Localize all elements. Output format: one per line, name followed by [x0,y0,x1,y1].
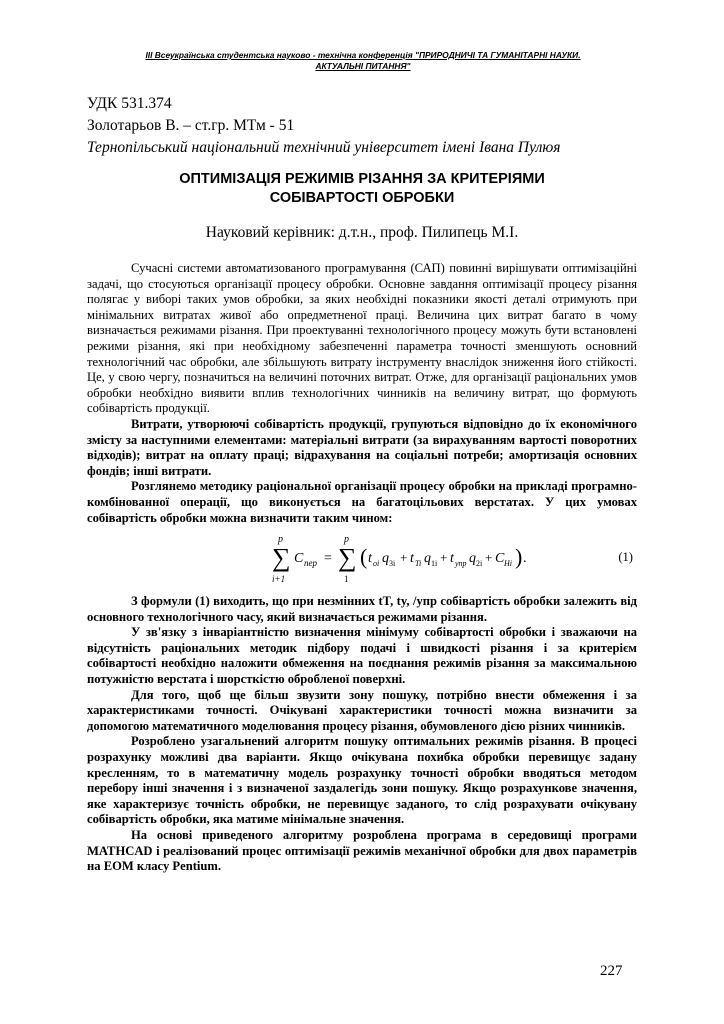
term1-t: t [368,551,372,567]
sum-top-right: p [344,534,349,546]
page-number: 227 [600,963,623,979]
paper-title-line2: СОБІВАРТОСТІ ОБРОБКИ [269,190,455,206]
sum-bottom-left: i+1 [272,574,286,585]
paragraph-accuracy: Для того, щоб ще більш звузити зону пошуку, потрібно внести обмеження і за характеристиками точності. Очікувані характеристики точності можна визначити за допомогою математичного моделювання процесу різання, обумовленого дією різних чинників. [87,687,637,733]
paren-open: ( [360,544,368,570]
formula-period: . [523,551,527,567]
equals-sign: = [324,551,332,567]
paper-title [87,170,637,208]
formula-1 [87,530,637,588]
sigma-left: ∑ [272,543,291,573]
term3-q-sub: 2i [476,559,483,569]
conference-header-line1: III Всеукраїнська студентська науково - технічна конференція "ПРИРОДНИЧІ ТА ГУМАНІТАРНІ НАУКИ. [145,50,581,60]
term1-q: q [382,551,389,567]
university-line: Тернопільський національний технічний університет імені Івана Пулюя [87,139,561,156]
sigma-right: ∑ [338,543,357,573]
term2-q-sub: 1i [431,559,438,569]
supervisor-line: Науковий керівник: д.т.н., проф. Пилипець М.І. [205,224,519,241]
lhs-sub: пер [304,558,317,569]
author-line: Золотарьов В. – ст.гр. МТм - 51 [87,117,295,134]
paragraph-costs: Витрати, утворюючі собівартість продукції, групуються відповідно до їх економічного змісту за наступними елементами: матеріальні витрати (за вирахуванням вартості поворотних відходів); витрат на оплату праці; відрахування на соціальні потреби; амортизація основних фондів; інші витрати. [87,416,637,478]
paper-title-line1: ОПТИМІЗАЦІЯ РЕЖИМІВ РІЗАННЯ ЗА КРИТЕРІЯМИ [179,171,545,187]
term1-q-sub: 3i [389,559,396,569]
sum-bottom-right: 1 [344,574,349,585]
plus-3: + [485,550,493,566]
term3-t-sub: упр [455,559,467,569]
paragraph-method: Розглянемо методику раціональної організації процесу обробки на прикладі програмно-комбінованної операції, що виконується на багатоцільових верстатах. У цих умовах собівартість обробки можна визначити таким чином: [87,479,637,525]
paragraph-constraints: У зв'язку з інваріантністю визначення мінімуму собівартості обробки і зважаючи на відсутність раціональних методик підбору подачі і швидкості різання і за критерієм собівартості необхідно наложити обмеження на поєднання режимів різання за максимальною потужністю верстата і шорсткістю обробленої поверхні. [87,625,637,687]
term4-c: C [495,551,505,567]
lhs-symbol: C [294,551,304,567]
term3-t: t [450,551,454,567]
paragraph-program: На основі приведеного алгоритму розроблена програма в середовищі програми MATHCAD і реалізований процес оптимізації режимів механічної обробки для двох параметрів на ЕОМ класу Pentium. [87,828,637,874]
plus-1: + [400,550,408,566]
term3-q: q [469,551,476,567]
paragraph-algorithm: Розроблено узагальнений алгоритм пошуку оптимальних режимів різання. В процесі розрахунку можливі два варіанти. Якщо очікувана похибка обробки перевищує задану кресленням, то в математичну модель розрахунку точності обробки вводяться методом перебору інші значення і з визначеної заздалегідь зони пошуку. Якщо розрахункове значення, яке характеризує точність обробки, не перевищує заданого, то слід розрахувати очікувану собівартість обробки, яка матиме мінімальне значення. [87,734,637,827]
term2-q: q [424,551,431,567]
equation-number: (1) [618,550,633,565]
term4-c-sub: Hi [504,559,512,569]
term2-t: t [410,551,414,567]
body-text [87,261,637,875]
formula-svg [272,530,532,588]
conference-header [88,50,638,72]
sum-top-left: p [278,534,283,546]
paren-close: ) [515,544,523,570]
term2-t-sub: Ti [415,559,422,569]
paragraph-intro: Сучасні системи автоматизованого програмування (САП) повинні вирішувати оптимізаційні задачі, що стосуються організації процесу обробки. Основне завдання оптимізації процесу різання полягає у виборі таких умов обробки, за яких необхідні показники якості деталі отримують при мінімальних витратах живої або опредметненої праці. Величина цих витрат багато в чому визначається режимами різання. При проектуванні технологічного процесу можуть бути встановлені режими різання, які при необхідному забезпеченні параметра точності зменшують основний технологічний час обробки, але збільшують витрату інструменту внаслідок зниження його стійкості. Це, у свою чергу, позначиться на величині поточних витрат. Отже, для організації раціональних умов обробки необхідно виявити вплив технологічних чинників на величину витрат, що формують собівартість продукції. [87,261,637,416]
plus-2: + [440,550,448,566]
udc-code: УДК 531.374 [87,95,172,112]
term1-t-sub: oi [373,559,380,569]
conference-header-line2: АКТУАЛЬНІ ПИТАННЯ" [315,61,411,71]
paragraph-formula-note: З формули (1) виходить, що при незмінних tT, ty, /упр собівартість обробки залежить від основного технологічного часу, який визначається режимами різання. [87,594,637,624]
